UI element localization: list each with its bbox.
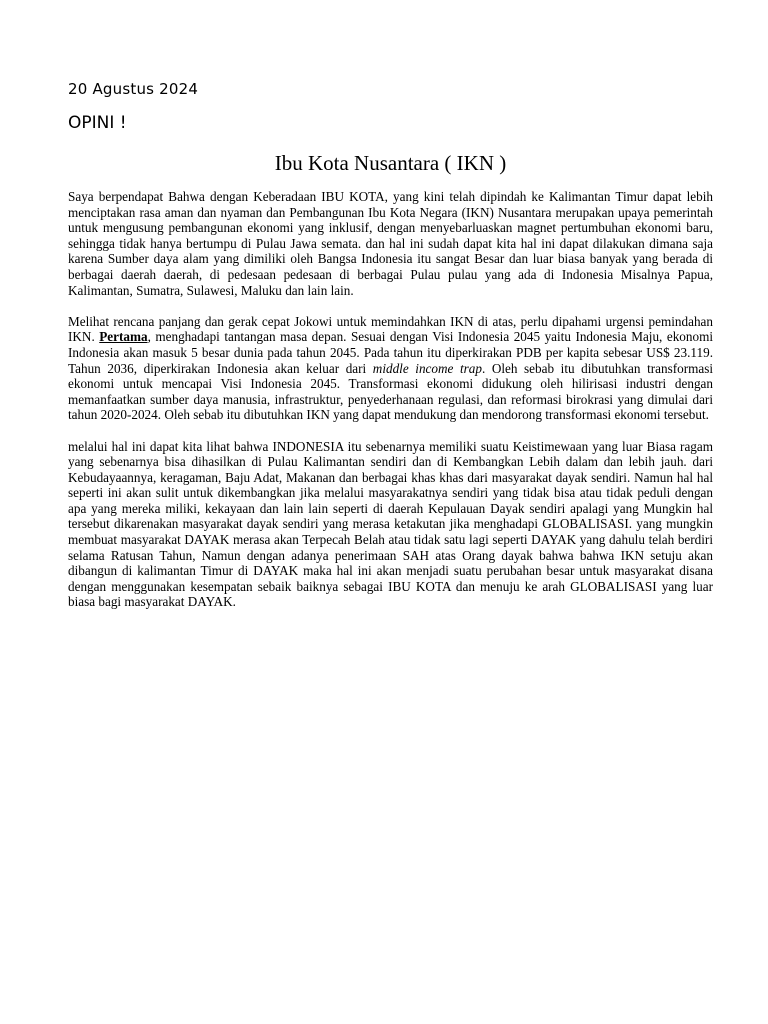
- document-title: Ibu Kota Nusantara ( IKN ): [274, 151, 507, 175]
- paragraph-3: melalui hal ini dapat kita lihat bahwa INDONESIA itu sebenarnya memiliki suatu Keistimewaan yang luar Biasa ragam yang sebenarnya bisa dihasilkan di Pulau Kalimantan sendiri dan di Kembangkan Lebih dalam dan lebih jauh. dari Kebudayaannya, keragaman, Baju Adat, Makanan dan berbagai khas khas dari masyarakat dayak sendiri. Namun hal hal seperti ini akan sulit untuk dikembangkan jika melalui masyarakatnya sendiri yang tidak bisa atau tidak peduli dengan apa yang mereka miliki, kekayaan dan lain lain seperti di daerah Kepulauan Dayak sendiri apalagi yang Mungkin hal tersebut dikarenakan masyarakat dayak sendiri yang merasa ketakutan jika menghadapi GLOBALISASI. yang mungkin membuat masyarakat DAYAK merasa akan Terpecah Belah atau tidak satu lagi seperti DAYAK yang dahulu telah berdiri selama Ratusan Tahun, Namun dengan adanya penerimaan SAH atas Orang dayak bahwa bahwa IKN setuju akan dibangun di kalimantan Timur di DAYAK maka hal ini akan menjadi suatu perubahan besar untuk masyarakat disana dengan menggunakan kesempatan sebaik baiknya sebagai IBU KOTA dan menuju ke arah GLOBALISASI yang luar biasa bagi masyarakat DAYAK.: [68, 438, 713, 610]
- document-body: [68, 189, 713, 626]
- document-label: OPINI !: [68, 113, 127, 133]
- paragraph-2-italic-term: middle income trap: [372, 360, 482, 376]
- paragraph-2: [68, 314, 713, 423]
- paragraph-1: Saya berpendapat Bahwa dengan Keberadaan IBU KOTA, yang kini telah dipindah ke Kalimantan Timur dapat lebih menciptakan rasa aman dan nyaman dan Pembangunan Ibu Kota Negara (IKN) Nusantara merupakan upaya pemerintah untuk mengusung pembangunan ekonomi yang inklusif, dengan menyebarluaskan magnet pertumbuhan ekonomi baru, sehingga tidak hanya bertumpu di Pulau Jawa semata. dan hal ini sudah dapat kita hal ini dapat dilakukan dimana saja karena Sumber daya alam yang dimiliki oleh Bangsa Indonesia itu sangat Besar dan luar biasa banyak yang berada di berbagai daerah daerah, di pedesaan pedesaan di berbagai Pulau pulau yang ada di Indonesia Misalnya Papua, Kalimantan, Sumatra, Sulawesi, Maluku dan lain lain.: [68, 189, 713, 298]
- paragraph-2-text-e: . Oleh sebab itu dibutuhkan transformasi ekonomi untuk mencapai Visi Indonesia 2045. Transformasi ekonomi didukung oleh hilirisasi industri dengan memanfaatkan sumber daya manusia, infrastruktur, penyederhanaan regulasi, dan reformasi birokrasi yang dimulai dari tahun 2020-2024. Oleh sebab itu dibutuhkan IKN yang dapat mendukung dan mendorong transformasi ekonomi tersebut.: [68, 360, 713, 423]
- paragraph-2-text-c: , menghadapi tantangan masa depan. Sesuai dengan Visi Indonesia 2045 yaitu Indonesia Maju, ekonomi Indonesia akan masuk 5 besar dunia pada tahun 2045. Pada tahun itu diperkirakan PDB per kapita sebesar US$ 23.119. Tahun 2036, diperkirakan Indonesia akan keluar dari: [68, 329, 713, 376]
- paragraph-2-emphasis-pertama: Pertama: [99, 329, 148, 345]
- document-date: 20 Agustus 2024: [68, 80, 199, 98]
- paragraph-2-text-a: Melihat rencana panjang dan gerak cepat Jokowi untuk memindahkan IKN di atas, perlu dipahami urgensi pemindahan IKN.: [68, 313, 713, 345]
